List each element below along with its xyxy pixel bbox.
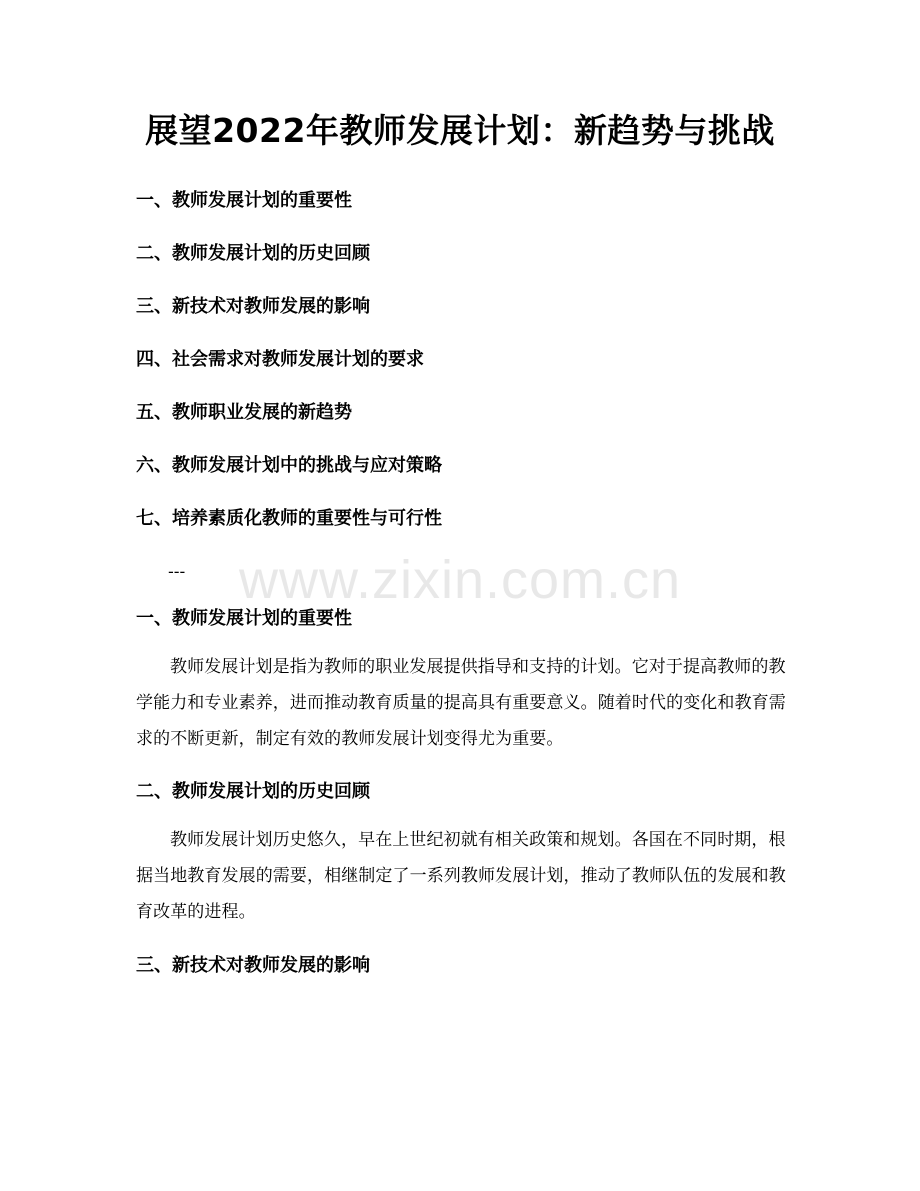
section-2-body: 教师发展计划历史悠久，早在上世纪初就有相关政策和规划。各国在不同时期，根据当地教育发展的需要，相继制定了一系列教师发展计划，推动了教师队伍的发展和教育改革的进程。 [136, 830, 786, 922]
toc-item-2: 二、教师发展计划的历史回顾 [136, 243, 370, 264]
toc-item-1: 一、教师发展计划的重要性 [136, 190, 352, 211]
toc-item-7: 七、培养素质化教师的重要性与可行性 [136, 508, 442, 529]
section-1-body: 教师发展计划是指为教师的职业发展提供指导和支持的计划。它对于提高教师的教学能力和专业素养，进而推动教育质量的提高具有重要意义。随着时代的变化和教育需求的不断更新，制定有效的教师发展计划变得尤为重要。 [136, 657, 786, 749]
section-3-heading: 三、新技术对教师发展的影响 [136, 955, 370, 976]
watermark: www.zixin.com.cn [238, 550, 682, 610]
toc-item-4: 四、社会需求对教师发展计划的要求 [136, 349, 424, 370]
toc-item-5: 五、教师职业发展的新趋势 [136, 402, 352, 423]
section-2-heading: 二、教师发展计划的历史回顾 [136, 781, 370, 802]
section-1-heading: 一、教师发展计划的重要性 [136, 608, 352, 629]
document-title: 展望2022年教师发展计划：新趋势与挑战 [145, 111, 775, 150]
section-separator: --- [168, 562, 186, 581]
toc-item-6: 六、教师发展计划中的挑战与应对策略 [136, 455, 442, 476]
toc-item-3: 三、新技术对教师发展的影响 [136, 296, 370, 317]
